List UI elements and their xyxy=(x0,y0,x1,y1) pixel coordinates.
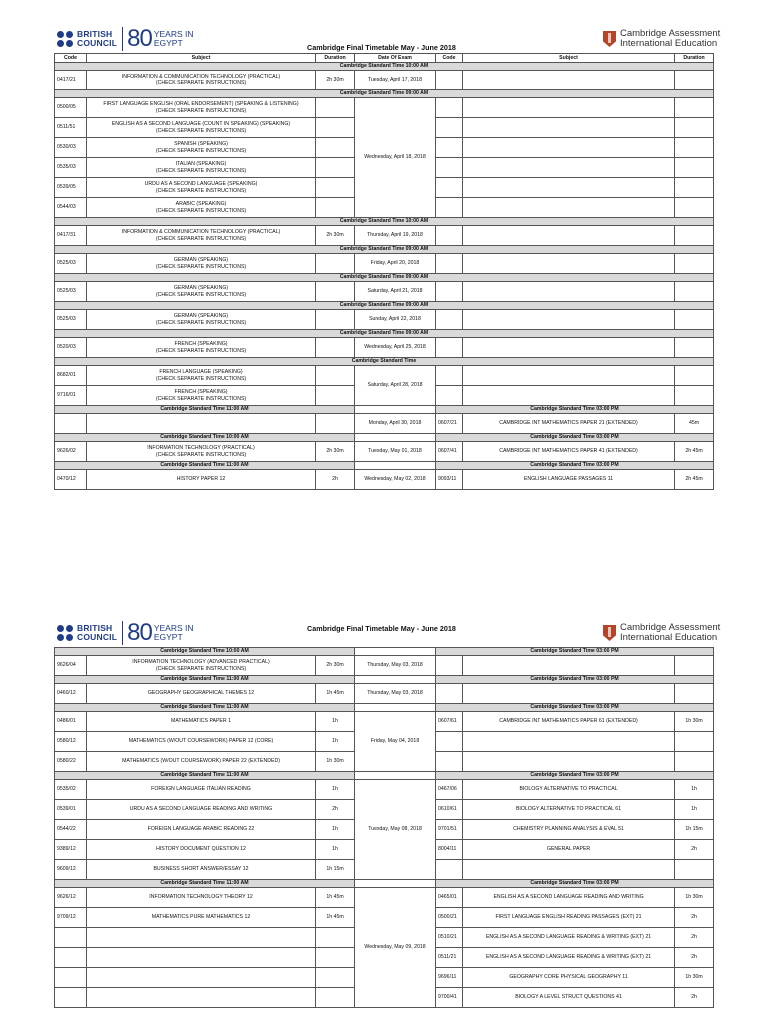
column-header: Date Of Exam xyxy=(355,54,436,63)
table-row: 0417/31 INFORMATION & COMMUNICATION TECHNOLOGY (PRACTICAL) (CHECK SEPARATE INSTRUCTIONS) 2h 30m Thursday, April 19, 2018 xyxy=(55,226,714,246)
table-row: 9709/12 MATHEMATICS PURE MATHEMATICS 12 1h 45m 0500/21 FIRST LANGUAGE ENGLISH READING PASSAGES (EXT) 21 2h xyxy=(55,908,714,928)
cambridge-assessment-logo xyxy=(603,623,720,643)
table-row: 9389/12 HISTORY DOCUMENT QUESTION 12 1h 8004/11 GENERAL PAPER 2h xyxy=(55,840,714,860)
table-row: 0539/05 URDU AS A SECOND LANGUAGE (SPEAKING) (CHECK SEPARATE INSTRUCTIONS) xyxy=(55,178,714,198)
table-row: 9609/12 BUSINESS SHORT ANSWER/ESSAY 12 1h 15m xyxy=(55,860,714,880)
time-band-row: Cambridge Standard Time 09:00 AM xyxy=(55,302,714,310)
table-row: 0539/01 URDU AS A SECOND LANGUAGE READING AND WRITING 2h 0610/61 BIOLOGY ALTERNATIVE TO PRACTICAL 61 1h xyxy=(55,800,714,820)
table-row: 9696/11 GEOGRAPHY CORE PHYSICAL GEOGRAPHY 11 1h 30m xyxy=(55,968,714,988)
column-header: Duration xyxy=(316,54,355,63)
british-council-logo xyxy=(57,620,194,646)
ca-line2: International Education xyxy=(620,632,718,643)
table-row: 8682/01 FRENCH LANGUAGE (SPEAKING) (CHECK SEPARATE INSTRUCTIONS) Saturday, April 28, 2018 xyxy=(55,366,714,386)
table-row: 0511/21 ENGLISH AS A SECOND LANGUAGE READING & WRITING (EXT) 21 2h xyxy=(55,948,714,968)
table-row: 0530/03 SPANISH (SPEAKING) (CHECK SEPARATE INSTRUCTIONS) xyxy=(55,138,714,158)
table-row: 0417/21 INFORMATION & COMMUNICATION TECHNOLOGY (PRACTICAL) (CHECK SEPARATE INSTRUCTIONS) 2h 30m Tuesday, April 17, 2018 xyxy=(55,71,714,90)
bc-80: 80 xyxy=(122,27,152,51)
bc-years1: YEARS IN xyxy=(153,623,194,633)
column-header: Code xyxy=(55,54,87,63)
table-row: 0525/03 GERMAN (SPEAKING) (CHECK SEPARATE INSTRUCTIONS) Saturday, April 21, 2018 xyxy=(55,282,714,302)
time-band-row: Cambridge Standard Time 09:00 AM xyxy=(55,330,714,338)
time-band-row: Cambridge Standard Time 11:00 AM Cambridge Standard Time 03:00 PM xyxy=(55,462,714,470)
table-row: 0525/03 GERMAN (SPEAKING) (CHECK SEPARATE INSTRUCTIONS) Friday, April 20, 2018 xyxy=(55,254,714,274)
british-council-logo xyxy=(57,26,194,52)
page-title: Cambridge Final Timetable May - June 2018 xyxy=(307,624,456,633)
timetable-page-1 xyxy=(0,20,768,483)
time-band-row: Cambridge Standard Time 10:00 AM xyxy=(55,63,714,71)
column-header-row xyxy=(55,54,714,63)
table-row: 0535/02 FOREIGN LANGUAGE ITALIAN READING 1h Tuesday, May 08, 2018 0467/06 BIOLOGY ALTERNATIVE TO PRACTICAL 1h xyxy=(55,780,714,800)
british-council-dots-icon xyxy=(57,31,73,47)
table-row: 0544/03 ARABIC (SPEAKING) (CHECK SEPARATE INSTRUCTIONS) xyxy=(55,198,714,218)
time-band-row: Cambridge Standard Time 09:00 AM xyxy=(55,90,714,98)
table-row: 0520/03 FRENCH (SPEAKING) (CHECK SEPARATE INSTRUCTIONS) Wednesday, April 25, 2018 xyxy=(55,338,714,358)
ca-line1: Cambridge Assessment xyxy=(620,28,721,39)
time-band-row: Cambridge Standard Time 10:00 AM Cambridge Standard Time 03:00 PM xyxy=(55,434,714,442)
time-band-row: Cambridge Standard Time 10:00 AM Cambridge Standard Time 03:00 PM xyxy=(55,648,714,656)
table-row: 0486/01 MATHEMATICS PAPER 1 1h Friday, May 04, 2018 0607/61 CAMBRIDGE INT MATHEMATICS PAPER 61 (EXTENDED) 1h 30m xyxy=(55,712,714,732)
time-band-row: Cambridge Standard Time 11:00 AM Cambridge Standard Time 03:00 PM xyxy=(55,704,714,712)
time-band-row: Cambridge Standard Time 10:00 AM xyxy=(55,218,714,226)
bc-line1: BRITISH xyxy=(77,29,113,39)
table-row: 0544/22 FOREIGN LANGUAGE ARABIC READING 22 1h 9701/51 CHEMISTRY PLANNING ANALYSIS & EVAL 51 1h 15m xyxy=(55,820,714,840)
table-row: Monday, April 30, 2018 0607/21 CAMBRIDGE INT MATHEMATICS PAPER 21 (EXTENDED) 45m xyxy=(55,414,714,434)
table-row: 0580/12 MATHEMATICS (W/OUT COURSEWORK) PAPER 12 (CORE) 1h xyxy=(55,732,714,752)
column-header: Code xyxy=(436,54,463,63)
column-header: Duration xyxy=(675,54,714,63)
british-council-dots-icon xyxy=(57,625,73,641)
timetable-page-2 xyxy=(0,614,768,1001)
bc-years2: EGYPT xyxy=(153,38,183,48)
time-band-row: Cambridge Standard Time 11:00 AM Cambridge Standard Time 03:00 PM xyxy=(55,772,714,780)
table-row: 9626/04 INFORMATION TECHNOLOGY (ADVANCED PRACTICAL) (CHECK SEPARATE INSTRUCTIONS) 2h 30m Thursday, May 03, 2018 xyxy=(55,656,714,676)
shield-icon xyxy=(603,31,616,47)
ca-line2: International Education xyxy=(620,38,718,49)
table-row: 9626/12 INFORMATION TECHNOLOGY THEORY 12 1h 45m Wednesday, May 09, 2018 0465/01 ENGLISH AS A SECOND LANGUAGE READING AND WRITING 1h 30m xyxy=(55,888,714,908)
bc-line2: COUNCIL xyxy=(77,38,118,48)
page-title: Cambridge Final Timetable May - June 2018 xyxy=(307,43,456,52)
bc-years1: YEARS IN xyxy=(153,29,194,39)
cambridge-assessment-logo xyxy=(603,29,720,49)
timetable xyxy=(54,53,714,490)
table-row: 9700/41 BIOLOGY A LEVEL STRUCT QUESTIONS 41 2h xyxy=(55,988,714,1008)
time-band-row: Cambridge Standard Time xyxy=(55,358,714,366)
table-row: 0580/22 MATHEMATICS (W/OUT COURSEWORK) PAPER 22 (EXTENDED) 1h 30m xyxy=(55,752,714,772)
column-header: Subject xyxy=(87,54,316,63)
time-band-row: Cambridge Standard Time 11:00 AM Cambridge Standard Time 03:00 PM xyxy=(55,406,714,414)
shield-icon xyxy=(603,625,616,641)
table-row: 0511/51 ENGLISH AS A SECOND LANGUAGE (COUNT IN SPEAKING) (SPEAKING) (CHECK SEPARATE INSTRUCTIONS) xyxy=(55,118,714,138)
bc-line1: BRITISH xyxy=(77,623,113,633)
time-band-row: Cambridge Standard Time 09:00 AM xyxy=(55,274,714,282)
table-row: 9716/01 FRENCH (SPEAKING) (CHECK SEPARATE INSTRUCTIONS) xyxy=(55,386,714,406)
table-row: 0470/12 HISTORY PAPER 12 2h Wednesday, May 02, 2018 9093/11 ENGLISH LANGUAGE PASSAGES 11 2h 45m xyxy=(55,470,714,490)
time-band-row: Cambridge Standard Time 09:00 AM xyxy=(55,246,714,254)
time-band-row: Cambridge Standard Time 11:00 AM Cambridge Standard Time 03:00 PM xyxy=(55,676,714,684)
table-row: 0535/03 ITALIAN (SPEAKING) (CHECK SEPARATE INSTRUCTIONS) xyxy=(55,158,714,178)
ca-line1: Cambridge Assessment xyxy=(620,622,721,633)
bc-line2: COUNCIL xyxy=(77,632,118,642)
timetable xyxy=(54,647,714,1008)
table-row: 0460/12 GEOGRAPHY GEOGRAPHICAL THEMES 12 1h 45m Thursday, May 03, 2018 xyxy=(55,684,714,704)
table-row: 9626/02 INFORMATION TECHNOLOGY (PRACTICAL) (CHECK SEPARATE INSTRUCTIONS) 2h 30m Tuesday, May 01, 2018 0607/41 CAMBRIDGE INT MATHEMATICS PAPER 41 (EXTENDED) 2h 45m xyxy=(55,442,714,462)
column-header: Subject xyxy=(463,54,675,63)
time-band-row: Cambridge Standard Time 11:00 AM Cambridge Standard Time 03:00 PM xyxy=(55,880,714,888)
table-row: 0525/03 GERMAN (SPEAKING) (CHECK SEPARATE INSTRUCTIONS) Sunday, April 22, 2018 xyxy=(55,310,714,330)
table-row: 0500/05 FIRST LANGUAGE ENGLISH (ORAL ENDORSEMENT) (SPEAKING & LISTENING) (CHECK SEPARATE INSTRUCTIONS) Wednesday, April 18, 2018 xyxy=(55,98,714,118)
bc-80: 80 xyxy=(122,621,152,645)
bc-years2: EGYPT xyxy=(153,632,183,642)
table-row: 0510/21 ENGLISH AS A SECOND LANGUAGE READING & WRITING (EXT) 21 2h xyxy=(55,928,714,948)
